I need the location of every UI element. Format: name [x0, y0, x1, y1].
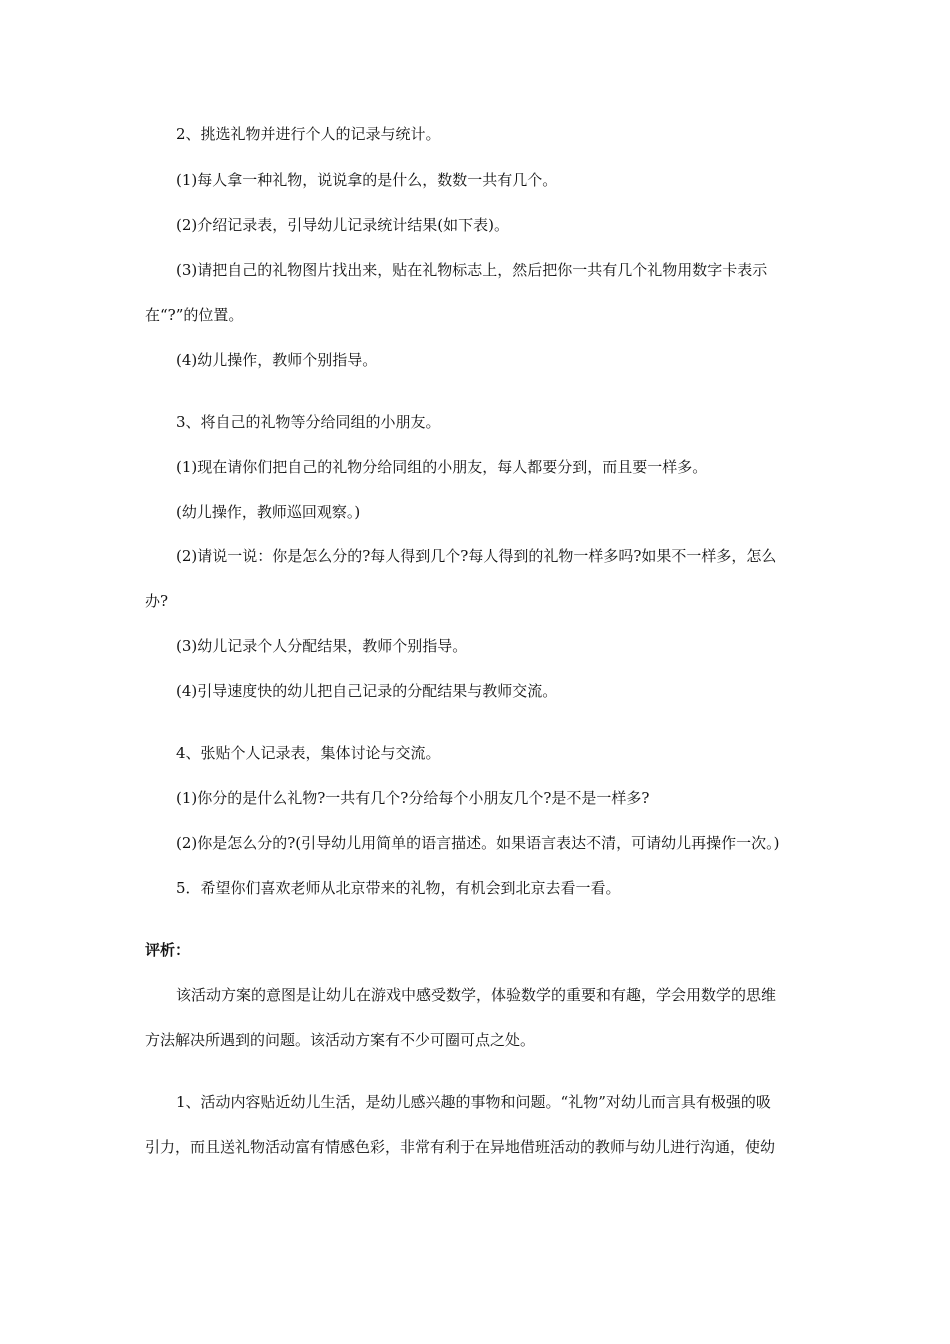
section-2-heading: 2、挑选礼物并进行个人的记录与统计。 [176, 125, 441, 143]
analysis-para-1-line-2: 方法解决所遇到的问题。该活动方案有不少可圈可点之处。 [145, 1031, 536, 1049]
analysis-heading: 评析： [145, 941, 191, 959]
section-3-heading: 3、将自己的礼物等分给同组的小朋友。 [176, 413, 441, 431]
section-4-item-1: (1)你分的是什么礼物?一共有几个?分给每个小朋友几个?是不是一样多? [176, 789, 650, 807]
section-4-item-2: (2)你是怎么分的?(引导幼儿用简单的语言描述。如果语言表达不清，可请幼儿再操作一次。) [176, 834, 780, 852]
section-2-item-4: (4)幼儿操作，教师个别指导。 [176, 351, 378, 369]
section-3-item-2-line-1: (2)请说一说：你是怎么分的?每人得到几个?每人得到的礼物一样多吗?如果不一样多，怎么 [176, 547, 777, 565]
section-3-item-2-line-2: 办? [145, 592, 169, 610]
section-3-item-1: (1)现在请你们把自己的礼物分给同组的小朋友，每人都要分到，而且要一样多。 [176, 458, 708, 476]
section-2-item-2: (2)介绍记录表，引导幼儿记录统计结果(如下表)。 [176, 216, 509, 234]
analysis-para-1-line-1: 该活动方案的意图是让幼儿在游戏中感受数学，体验数学的重要和有趣，学会用数学的思维 [176, 986, 777, 1004]
analysis-para-2-line-1: 1、活动内容贴近幼儿生活，是幼儿感兴趣的事物和问题。“礼物”对幼儿而言具有极强的吸 [176, 1093, 771, 1111]
section-4-heading: 4、张贴个人记录表，集体讨论与交流。 [176, 744, 441, 762]
section-2-item-1: (1)每人拿一种礼物，说说拿的是什么，数数一共有几个。 [176, 171, 558, 189]
section-5-text: 5．希望你们喜欢老师从北京带来的礼物，有机会到北京去看一看。 [176, 879, 621, 897]
section-2-item-3-line-1: (3)请把自己的礼物图片找出来，贴在礼物标志上，然后把你一共有几个礼物用数字卡表示 [176, 261, 768, 279]
section-2-item-3-line-2: 在“?”的位置。 [145, 306, 244, 324]
section-3-item-4: (4)引导速度快的幼儿把自己记录的分配结果与教师交流。 [176, 682, 558, 700]
section-3-item-1-note: (幼儿操作，教师巡回观察。) [176, 503, 361, 521]
analysis-para-2-line-2: 引力，而且送礼物活动富有情感色彩，非常有利于在异地借班活动的教师与幼儿进行沟通，使幼 [145, 1138, 776, 1156]
section-3-item-3: (3)幼儿记录个人分配结果，教师个别指导。 [176, 637, 468, 655]
